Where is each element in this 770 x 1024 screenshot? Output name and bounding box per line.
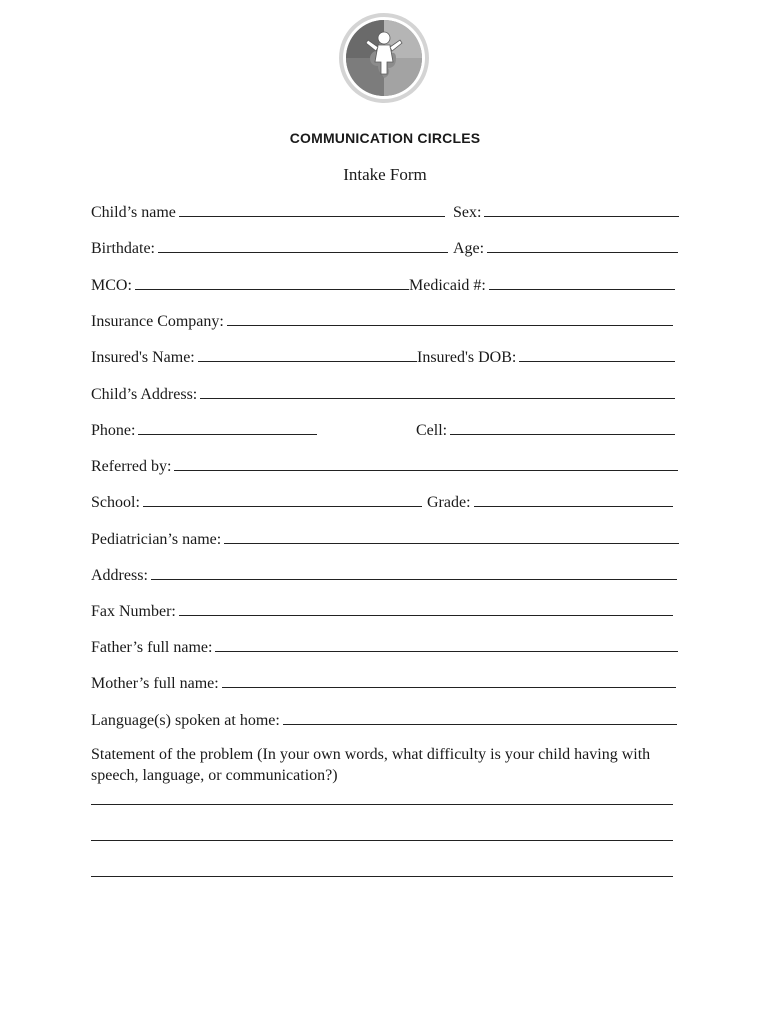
mothers-name-label: Mother’s full name: xyxy=(91,675,219,692)
insurance-company-field[interactable] xyxy=(91,308,673,332)
mco-label: MCO: xyxy=(91,277,132,294)
languages-field[interactable] xyxy=(91,707,677,731)
row-phone-cell xyxy=(91,417,679,441)
statement-prompt: Statement of the problem (In your own words, what difficulty is your child having with speech, language, or communication?) xyxy=(91,746,651,784)
insurance-company-line[interactable] xyxy=(227,308,673,326)
statement-answer-line-2[interactable] xyxy=(91,840,673,841)
mco-field[interactable] xyxy=(91,272,409,296)
fax-number-field[interactable] xyxy=(91,598,673,622)
insured-name-label: Insured's Name: xyxy=(91,349,195,366)
childs-address-field[interactable] xyxy=(91,381,675,405)
insured-dob-line[interactable] xyxy=(519,344,675,362)
school-line[interactable] xyxy=(143,489,422,507)
pediatrician-name-line[interactable] xyxy=(224,526,679,544)
school-field[interactable] xyxy=(91,489,422,513)
phone-line[interactable] xyxy=(138,417,317,435)
sex-label: Sex: xyxy=(453,204,482,221)
statement-answer-line-3[interactable] xyxy=(91,876,673,877)
row-pediatrician-name xyxy=(91,526,679,550)
fathers-name-label: Father’s full name: xyxy=(91,639,213,656)
row-childs-name-sex xyxy=(91,199,679,223)
row-childs-address xyxy=(91,381,679,405)
childs-name-label: Child’s name xyxy=(91,204,176,221)
languages-line[interactable] xyxy=(283,707,677,725)
row-languages xyxy=(91,707,679,731)
address-field[interactable] xyxy=(91,562,677,586)
fathers-name-field[interactable] xyxy=(91,634,678,658)
referred-by-label: Referred by: xyxy=(91,458,172,475)
row-insurance-company xyxy=(91,308,679,332)
row-school-grade xyxy=(91,489,679,513)
medicaid-label: Medicaid #: xyxy=(409,277,486,294)
childs-address-line[interactable] xyxy=(200,381,675,399)
grade-label: Grade: xyxy=(427,494,471,511)
row-fathers-name xyxy=(91,634,679,658)
childs-name-field[interactable] xyxy=(91,199,445,223)
grade-line[interactable] xyxy=(474,489,673,507)
cell-label: Cell: xyxy=(416,422,448,439)
cell-line[interactable] xyxy=(450,417,675,435)
fax-number-label: Fax Number: xyxy=(91,603,176,620)
fax-number-line[interactable] xyxy=(179,598,673,616)
row-mco-medicaid xyxy=(91,272,679,296)
puzzle-child-logo-icon xyxy=(338,12,430,104)
age-line[interactable] xyxy=(487,235,678,253)
sex-line[interactable] xyxy=(484,199,679,217)
fathers-name-line[interactable] xyxy=(215,634,678,652)
row-address xyxy=(91,562,679,586)
address-line[interactable] xyxy=(151,562,677,580)
languages-label: Language(s) spoken at home: xyxy=(91,712,280,729)
insurance-company-label: Insurance Company: xyxy=(91,313,224,330)
referred-by-field[interactable] xyxy=(91,453,678,477)
mco-line[interactable] xyxy=(135,272,409,290)
medicaid-line[interactable] xyxy=(489,272,675,290)
sex-field[interactable] xyxy=(453,199,679,223)
insured-name-line[interactable] xyxy=(198,344,417,362)
age-field[interactable] xyxy=(453,235,678,259)
pediatrician-name-label: Pediatrician’s name: xyxy=(91,531,222,548)
insured-dob-field[interactable] xyxy=(417,344,675,368)
school-label: School: xyxy=(91,494,140,511)
row-mothers-name xyxy=(91,670,679,694)
birthdate-field[interactable] xyxy=(91,235,448,259)
mothers-name-field[interactable] xyxy=(91,670,676,694)
phone-field[interactable] xyxy=(91,417,317,441)
organization-name: COMMUNICATION CIRCLES xyxy=(289,130,481,146)
birthdate-label: Birthdate: xyxy=(91,240,155,257)
age-label: Age: xyxy=(453,240,485,257)
row-birthdate-age xyxy=(91,235,679,259)
insured-dob-label: Insured's DOB: xyxy=(417,349,517,366)
form-title: Intake Form xyxy=(343,165,427,184)
medicaid-field[interactable] xyxy=(409,272,675,296)
statement-answer-line-1[interactable] xyxy=(91,804,673,805)
address-label: Address: xyxy=(91,567,148,584)
row-referred-by xyxy=(91,453,679,477)
mothers-name-line[interactable] xyxy=(222,670,676,688)
row-insured xyxy=(91,344,679,368)
childs-address-label: Child’s Address: xyxy=(91,386,198,403)
insured-name-field[interactable] xyxy=(91,344,417,368)
phone-label: Phone: xyxy=(91,422,136,439)
birthdate-line[interactable] xyxy=(158,235,448,253)
referred-by-line[interactable] xyxy=(174,453,678,471)
childs-name-line[interactable] xyxy=(179,199,445,217)
grade-field[interactable] xyxy=(427,489,673,513)
row-fax-number xyxy=(91,598,679,622)
pediatrician-name-field[interactable] xyxy=(91,526,679,550)
cell-field[interactable] xyxy=(416,417,675,441)
